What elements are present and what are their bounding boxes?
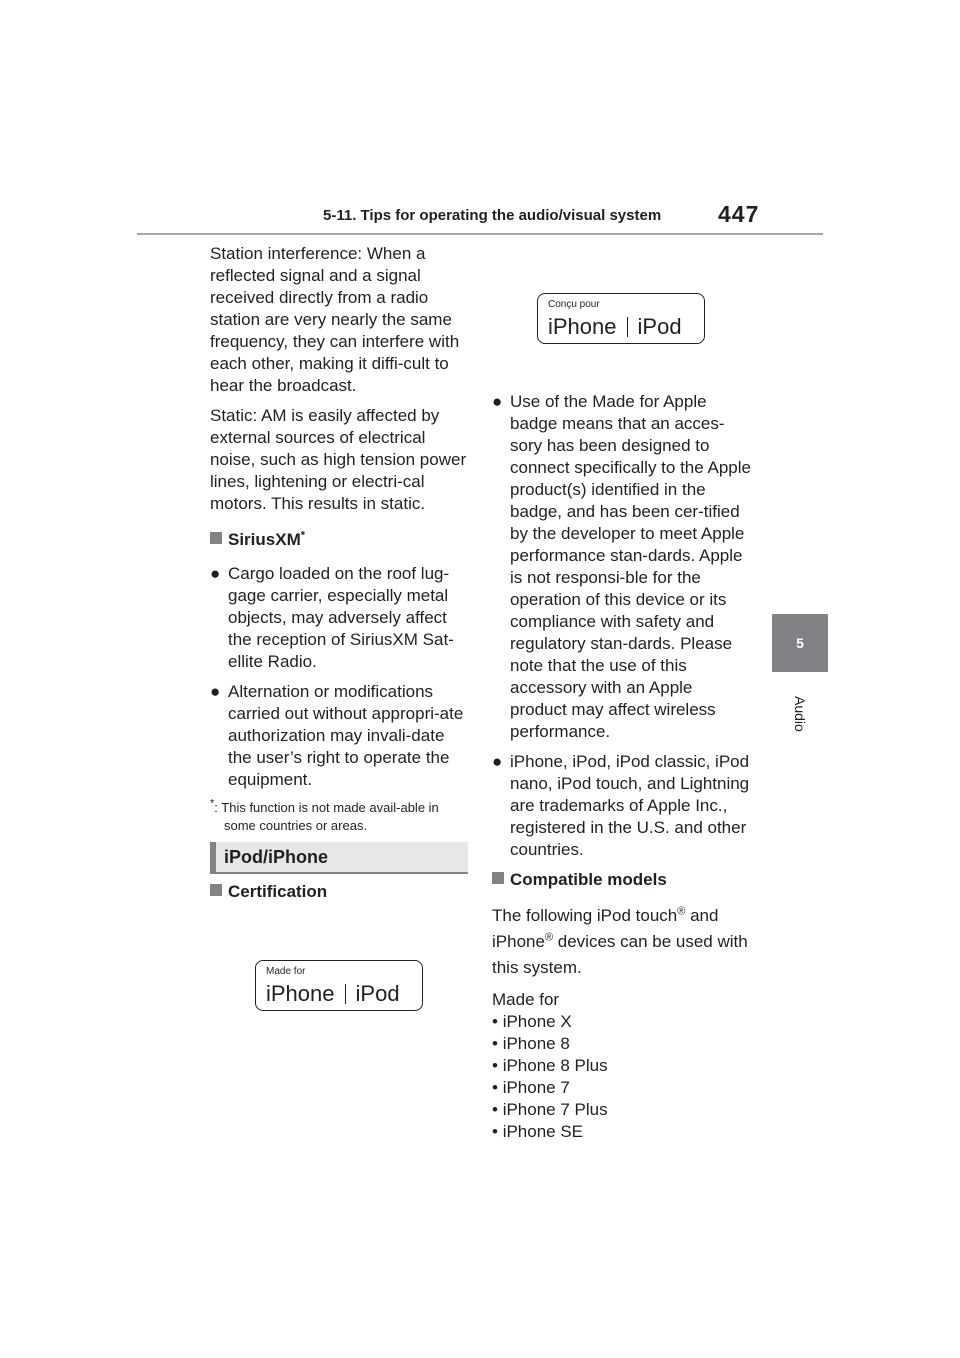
- section-heading: iPod/iPhone: [224, 847, 329, 867]
- siriusxm-heading: SiriusXM*: [210, 529, 470, 551]
- list-item: ● Use of the Made for Apple badge means that an acces-sory has been designed to connect specifically to the Apple product(s) identified in the badge, and has been cer-tified by the developer to meet Apple performance stan-dards. Apple is not responsi-ble for the operation of this device or its compliance with safety and regulatory stan-dards. Please note that the use of this accessory with an Apple product may affect wireless performance.: [492, 392, 751, 741]
- badge-products: iPhone iPod: [266, 981, 400, 1006]
- right-column: [492, 391, 752, 1143]
- list-item: • iPhone SE: [492, 1122, 584, 1141]
- list-item: • iPhone 8 Plus: [492, 1056, 608, 1075]
- list-item: ● Alternation or modifications carried out without appropri-ate authorization may invali-date the user’s right to operate the equipment.: [210, 682, 464, 789]
- footnote: *: This function is not made avail-able in some countries or areas.: [210, 797, 439, 833]
- badge-caption: Made for: [266, 966, 306, 977]
- footnote-marker: *: [300, 529, 306, 542]
- bullet-icon: ●: [210, 682, 221, 701]
- badge-divider: [627, 317, 628, 337]
- header-section-title: 5-11. Tips for operating the audio/visual system: [323, 207, 662, 224]
- chapter-tab: 5: [772, 614, 828, 672]
- made-for-label: Made for: [492, 990, 560, 1009]
- certification-heading: Certification: [210, 881, 470, 903]
- bullet-icon: ●: [492, 392, 503, 411]
- section-heading-box: [210, 842, 468, 874]
- list-item: • iPhone 7: [492, 1078, 570, 1097]
- square-bullet-icon: [492, 872, 504, 884]
- compatible-intro: The following iPod touch® and iPhone® devices can be used with this system.: [492, 905, 748, 977]
- list-item: ● Cargo loaded on the roof lug-gage carrier, especially metal objects, may adversely affect the reception of SiriusXM Sat-ellite Radio.: [210, 564, 454, 671]
- made-for-badge: [255, 960, 423, 1011]
- list-item: • iPhone 7 Plus: [492, 1100, 608, 1119]
- page-number: 447: [718, 201, 760, 227]
- concu-pour-badge: [537, 293, 705, 344]
- badge-products: iPhone iPod: [548, 314, 682, 339]
- list-item: • iPhone 8: [492, 1034, 570, 1053]
- certification-block: [210, 881, 470, 915]
- square-bullet-icon: [210, 532, 222, 544]
- list-item: • iPhone X: [492, 1012, 572, 1031]
- badge-caption: Conçu pour: [548, 299, 600, 310]
- paragraph-static: Static: AM is easily affected by external sources of electrical noise, such as high tension power lines, lightening or electri-cal motors. This results in static.: [210, 406, 467, 513]
- model-list: [492, 1011, 752, 1143]
- list-item: ● iPhone, iPod, iPod classic, iPod nano, iPod touch, and Lightning are trademarks of Apple Inc., registered in the U.S. and other countries.: [492, 752, 750, 859]
- badge-divider: [345, 984, 346, 1004]
- chapter-label: Audio: [792, 696, 808, 732]
- bullet-icon: ●: [210, 564, 221, 583]
- compatible-models-heading: Compatible models: [492, 869, 752, 891]
- bullet-icon: ●: [492, 752, 503, 771]
- left-column: [210, 243, 470, 835]
- square-bullet-icon: [210, 884, 222, 896]
- header-rule: [137, 233, 823, 235]
- paragraph-station-interference: Station interference: When a reflected signal and a signal received directly from a radio station are very nearly the same frequency, they can interfere with each other, making it diffi-cult to hear the broadcast.: [210, 244, 460, 395]
